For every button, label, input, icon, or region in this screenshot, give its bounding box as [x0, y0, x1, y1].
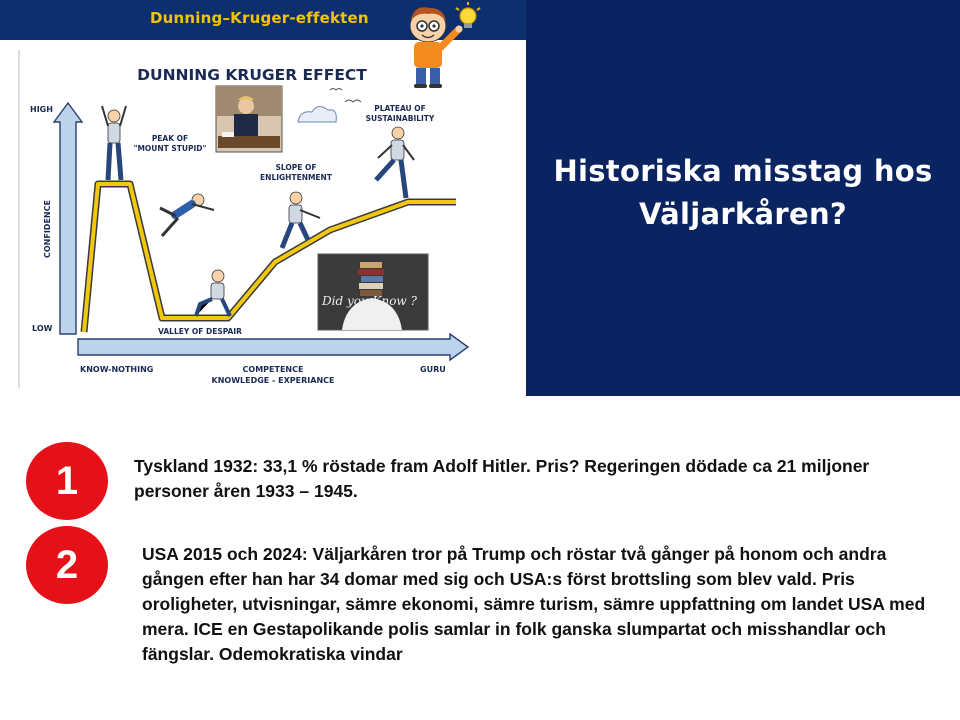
cheering-person-icon	[102, 106, 126, 180]
peak-label: PEAK OF	[151, 134, 189, 143]
diagram-title: DUNNING KRUGER EFFECT	[137, 66, 367, 84]
bird-icon	[345, 100, 361, 102]
x-axis-left: KNOW-NOTHING	[80, 365, 154, 374]
slope-label: SLOPE OF	[275, 163, 317, 172]
x-axis-label-sub: KNOWLEDGE - EXPERIANCE	[211, 376, 335, 385]
light-bulb-icon	[456, 2, 480, 28]
sad-person-icon	[196, 270, 230, 316]
x-axis-label: COMPETENCE	[242, 365, 304, 374]
y-axis-low: LOW	[32, 324, 53, 333]
peak-label-sub: "MOUNT STUPID"	[133, 144, 207, 153]
falling-person-icon	[160, 194, 214, 236]
slope-label-sub: ENLIGHTENMENT	[260, 173, 332, 182]
did-you-know-photo	[318, 254, 428, 330]
did-you-know-caption: Did you Know ?	[322, 294, 417, 308]
panel-title-line1: Historiska misstag hos	[553, 154, 933, 188]
y-axis-label: CONFIDENCE	[43, 200, 52, 258]
dunning-kruger-diagram	[0, 40, 480, 394]
walking-person-icon	[376, 127, 414, 198]
panel-title-line2: Väljarkåren?	[638, 197, 848, 231]
plateau-label: PLATEAU OF	[374, 104, 426, 113]
header-title: Dunning–Kruger-effekten	[150, 9, 369, 27]
x-axis-arrow	[78, 334, 468, 360]
item-2-text: USA 2015 och 2024: Väljarkåren tror på Trump och röstar två gånger på honom och andra gången efter han har 34 domar med sig och USA:s först brottsling som blev vald. Pris oroligheter, utvisningar, sämre ekonomi, sämre turism, sämre uppfattning om landet USA med mera. ICE en Gestapolikande polis samlar in folk ganska slumpartat och misshandlar och fängslar. Odemokratiska vindar	[142, 544, 926, 664]
valley-label: VALLEY OF DESPAIR	[158, 327, 242, 336]
number-badge-2: 2	[26, 526, 108, 604]
item-1-text: Tyskland 1932: 33,1 % röstade fram Adolf Hitler. Pris? Regeringen dödade ca 21 miljoner personer åren 1933 – 1945.	[134, 456, 870, 501]
bird-icon	[330, 89, 342, 91]
x-axis-right: GURU	[420, 365, 446, 374]
y-axis-high: HIGH	[30, 105, 53, 114]
panel-title	[526, 150, 960, 236]
plateau-label-sub: SUSTAINABILITY	[365, 114, 435, 123]
desk-photo	[216, 86, 282, 152]
y-axis-arrow	[54, 103, 82, 334]
number-badge-1: 1	[26, 442, 108, 520]
cloud-icon	[298, 106, 336, 122]
